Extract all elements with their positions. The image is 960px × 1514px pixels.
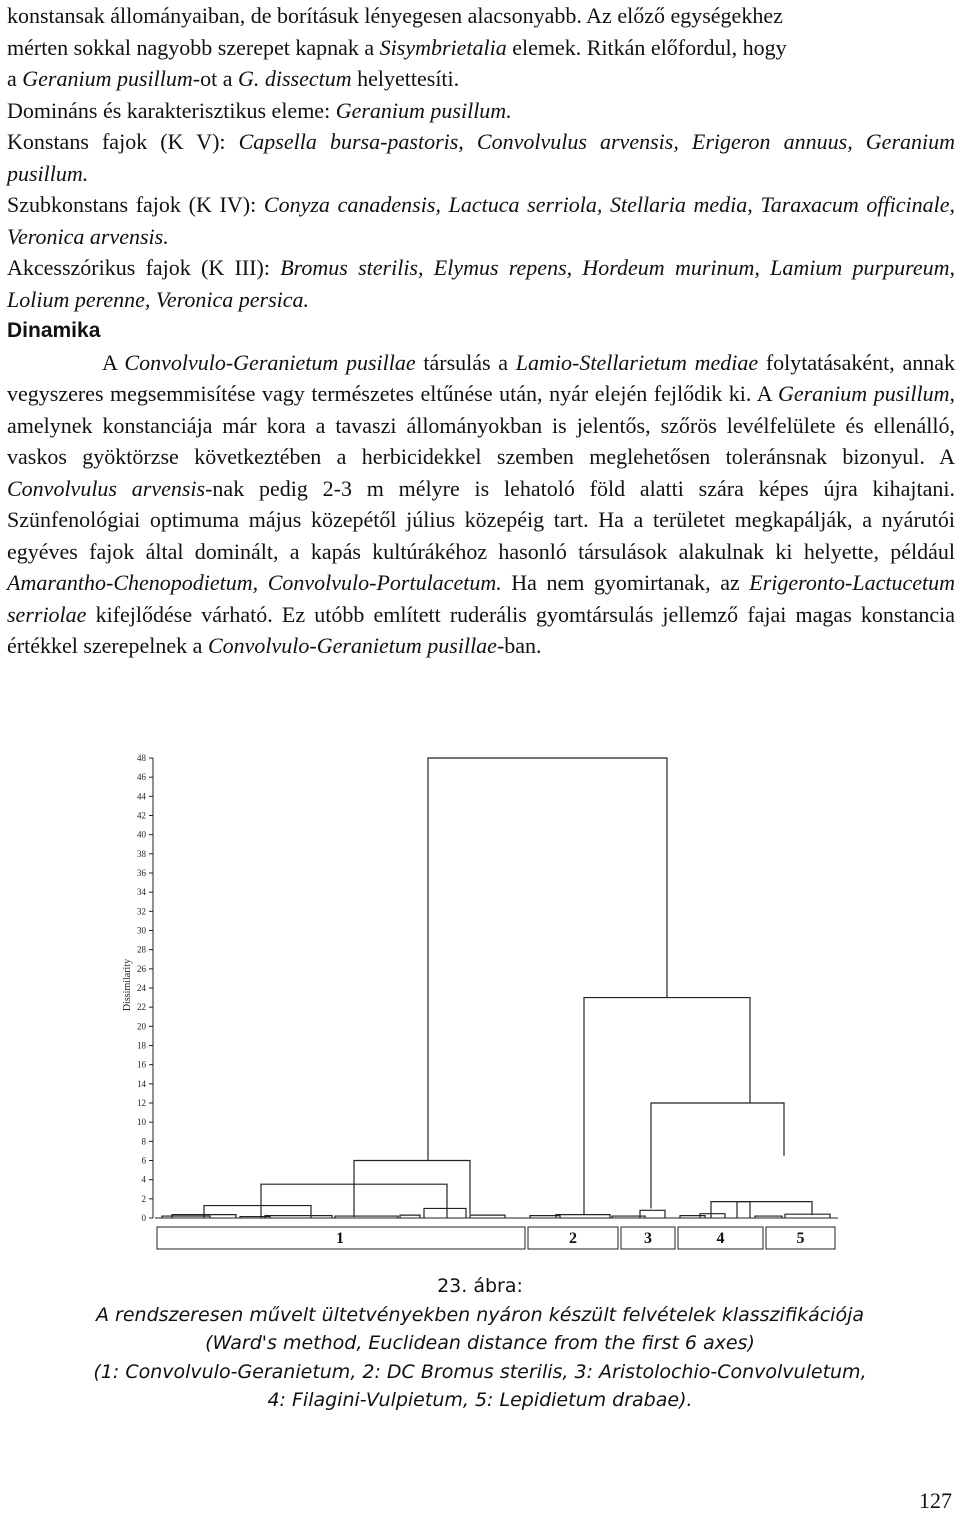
text-span: mérten sokkal nagyobb szerepet kapnak a bbox=[7, 34, 380, 60]
italic-species: Convolvulo-Geranietum pusillae bbox=[124, 349, 416, 375]
italic-species: Sisymbrietalia bbox=[379, 34, 507, 60]
text-span: társulás a bbox=[415, 349, 516, 375]
text-span: Szubkonstans fajok (K IV): bbox=[7, 192, 264, 217]
subconstant-species-line bbox=[7, 189, 955, 252]
caption-line: A rendszeresen művelt ültetvényekben nyáron készült felvételek klasszifikációja bbox=[95, 1303, 864, 1326]
y-tick-label: 0 bbox=[141, 1213, 146, 1223]
dendrogram-chart bbox=[0, 740, 960, 1260]
y-tick-label: 22 bbox=[137, 1002, 146, 1013]
italic-species: Capsella bursa-pastoris, Convolvulus arvensis, Erigeron annuus, Geranium pusillum. bbox=[7, 129, 956, 186]
accessory-species-line bbox=[7, 252, 955, 315]
text-span: Akcesszórikus fajok (K III): bbox=[7, 255, 281, 280]
italic-species: Bromus sterilis, Elymus repens, Hordeum murinum, Lamium purpureum, Lolium perenne, Veronica persica. bbox=[7, 255, 956, 312]
page-number: 127 bbox=[919, 1488, 952, 1513]
group-label: 3 bbox=[644, 1230, 652, 1247]
text-span: a bbox=[7, 66, 23, 91]
dendrogram-leaf-link bbox=[785, 1214, 830, 1218]
dendrogram-link bbox=[584, 998, 750, 1216]
y-tick-label: 10 bbox=[137, 1117, 146, 1128]
y-tick-label: 8 bbox=[141, 1136, 146, 1147]
dendrogram-link bbox=[651, 1103, 784, 1208]
group-label: 1 bbox=[336, 1230, 344, 1247]
y-tick-label: 14 bbox=[137, 1078, 146, 1089]
y-tick-label: 42 bbox=[137, 810, 146, 821]
text-span: Konstans fajok (K V): bbox=[7, 129, 239, 154]
italic-species: Convolvulo-Geranietum pusillae bbox=[207, 633, 497, 658]
figure-caption bbox=[0, 1272, 960, 1415]
italic-species: Geranium pusillum bbox=[777, 381, 950, 406]
italic-species: G. dissectum bbox=[237, 66, 352, 91]
italic-species: Conyza canadensis, Lactuca serriola, Stellaria media, Taraxacum officinale, Veronica arvensis. bbox=[7, 192, 955, 249]
dendrogram-link bbox=[424, 1208, 466, 1218]
dendrogram-leaf-link bbox=[640, 1210, 665, 1218]
italic-species: Geranium pusillum. bbox=[335, 97, 512, 123]
y-tick-label: 36 bbox=[137, 868, 146, 878]
text-span: kifejlődése várható. Ez utóbb említett ruderális gyomtársulás jellemző fajai magas konstancia értékkel szerepelnek a bbox=[7, 601, 955, 658]
y-tick-label: 40 bbox=[137, 829, 146, 840]
text-span: folytatásaként, annak vegyszeres megsemmisítése vagy természetes eltűnése után, nyár elején fejlődik ki. A bbox=[7, 349, 955, 406]
text-span: Ha nem gyomirtanak, az bbox=[501, 570, 750, 595]
y-tick-label: 48 bbox=[137, 753, 146, 763]
group-label: 5 bbox=[796, 1230, 805, 1247]
italic-species: Lamio-Stellarietum mediae bbox=[515, 349, 759, 375]
y-tick-label: 34 bbox=[137, 887, 146, 898]
y-tick-label: 46 bbox=[137, 772, 146, 783]
dendrogram-link bbox=[428, 758, 667, 1161]
y-tick-label: 6 bbox=[141, 1155, 146, 1166]
caption-line: (1: Convolvulo-Geranietum, 2: DC Bromus sterilis, 3: Aristolochio-Convolvuletum, bbox=[93, 1360, 867, 1383]
italic-species: Geranium pusillum bbox=[22, 66, 193, 91]
dendrogram-link bbox=[737, 1202, 750, 1218]
text-span: -ban. bbox=[496, 633, 542, 658]
constant-species-line bbox=[7, 126, 955, 189]
dendrogram-leaf-link bbox=[556, 1215, 610, 1218]
text-span: A bbox=[102, 349, 125, 375]
y-tick-label: 28 bbox=[137, 944, 146, 955]
y-tick-label: 18 bbox=[137, 1040, 146, 1051]
paragraph-intro bbox=[7, 0, 955, 95]
figure-label: 23. ábra: bbox=[437, 1275, 523, 1297]
y-tick-label: 4 bbox=[141, 1174, 146, 1185]
text-span: -ot a bbox=[192, 66, 238, 91]
dendrogram-figure bbox=[0, 740, 960, 1260]
text-span: elemek. Ritkán előfordul, hogy bbox=[506, 34, 787, 60]
body-text bbox=[7, 0, 955, 662]
y-tick-label: 2 bbox=[141, 1193, 146, 1204]
caption-line: 4: Filagini-Vulpietum, 5: Lepidietum drabae). bbox=[267, 1389, 693, 1411]
dominant-species-line bbox=[7, 95, 955, 127]
italic-species: Amarantho-Chenopodietum, Convolvulo-Portulacetum. bbox=[7, 570, 502, 595]
y-axis-label: Dissimilarity bbox=[122, 958, 133, 1012]
text-span: helyettesíti. bbox=[351, 66, 460, 91]
group-label: 2 bbox=[569, 1230, 577, 1247]
y-tick-label: 44 bbox=[137, 791, 146, 802]
group-label: 4 bbox=[716, 1230, 725, 1247]
section-heading: Dinamika bbox=[7, 319, 101, 342]
italic-species: Convolvulus arvensis bbox=[7, 475, 206, 501]
text-span: Domináns és karakterisztikus eleme: bbox=[7, 97, 336, 123]
paragraph-dinamika bbox=[7, 347, 955, 662]
y-tick-label: 38 bbox=[137, 848, 146, 859]
text-span: konstansak állományaiban, de borításuk lényegesen alacsonyabb. Az előző egységekhez bbox=[7, 3, 783, 28]
text-span: , amelynek konstanciája már kora a tavaszi állományokban is jelentős, szőrös levélfelülete és ellenálló, vaskos gyöktörzse következtében a herbicidekkel szemben meglehetősen toleránsnak bizonyul. A bbox=[7, 381, 956, 469]
caption-line: (Ward's method, Euclidean distance from the first 6 axes) bbox=[205, 1332, 755, 1354]
y-tick-label: 24 bbox=[137, 983, 146, 993]
y-tick-label: 26 bbox=[137, 963, 146, 974]
y-tick-label: 30 bbox=[137, 925, 146, 936]
y-tick-label: 20 bbox=[137, 1021, 146, 1032]
y-tick-label: 32 bbox=[137, 906, 146, 917]
y-tick-label: 12 bbox=[137, 1098, 146, 1108]
text-span: -nak pedig 2-3 m mélyre is lehatoló föld alatti szára képes újra kihajtani. Szünfenológiai optimuma május közepétől július közepéig tart. Ha a területet megkapálják, a nyárutói egyéves fajok által dominált, a kapás kultúrákéhoz hasonló társulások alakulnak ki helyette, például bbox=[7, 475, 955, 564]
italic-species: Erigeronto-Lactucetum serriolae bbox=[7, 570, 955, 627]
y-tick-label: 16 bbox=[137, 1059, 146, 1070]
